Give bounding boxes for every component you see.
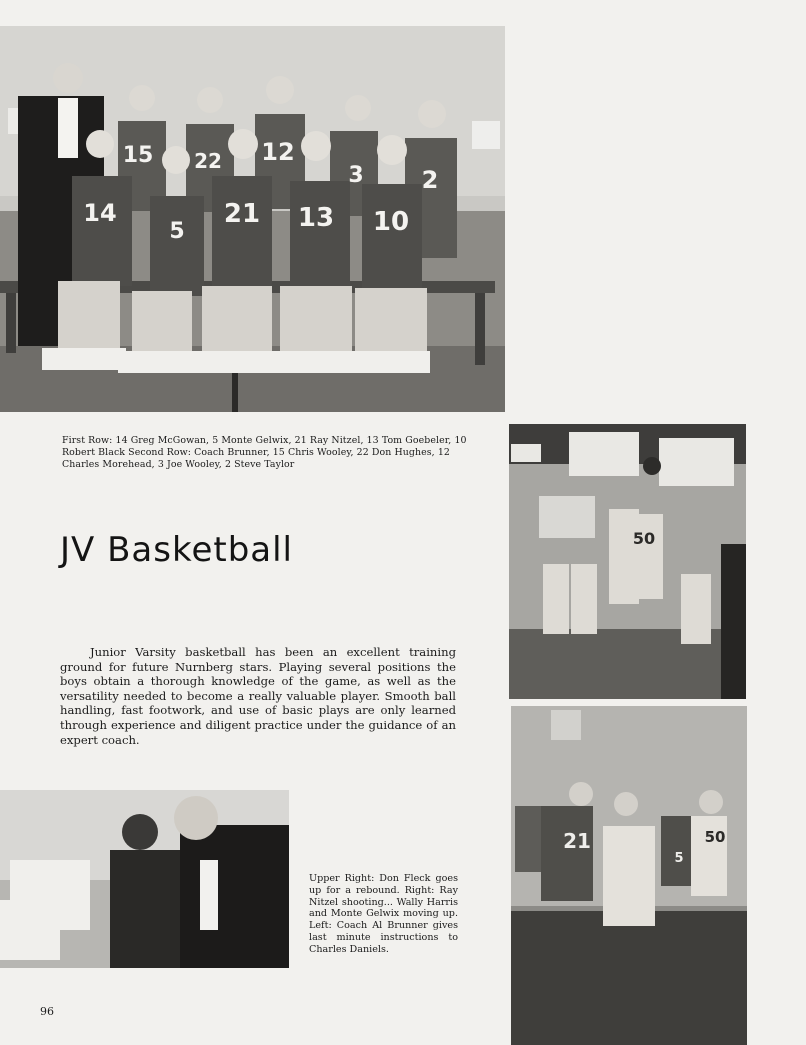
jersey-number: 3	[348, 163, 364, 188]
jersey-number: 5	[674, 851, 684, 866]
jersey-number: 14	[83, 199, 117, 227]
coach-photo	[0, 790, 289, 968]
page-number: 96	[40, 1005, 54, 1018]
jersey-number: 21	[223, 199, 261, 229]
page-title: JV Basketball	[60, 530, 294, 570]
jersey-number: 22	[194, 149, 222, 173]
jersey-number: 50	[704, 828, 726, 846]
coach-photo-graphic	[0, 790, 289, 968]
team-photo-graphic	[0, 26, 505, 412]
jersey-number: 5	[169, 219, 185, 244]
jersey-number: 50	[632, 529, 656, 548]
rebound-photo-graphic	[509, 424, 746, 699]
jersey-number: 2	[421, 166, 439, 194]
photo-caption: Upper Right: Don Fleck goes up for a rebound. Right: Ray Nitzel shooting... Wally Harris and Monte Gelwix moving up. Left: Coach Al Brunner gives last minute instructions to Charles Daniels.	[309, 873, 458, 955]
jersey-number: 13	[297, 203, 335, 233]
rebound-photo	[509, 424, 746, 699]
shooting-photo-graphic	[511, 706, 747, 1045]
article-body: Junior Varsity basketball has been an excellent training ground for future Nurnberg stars. Playing several positions the boys obtain a thorough knowledge of the game, as well as the versatility needed to become a really valuable player. Smooth ball handling, fast footwork, and use of basic plays are only learned through experience and diligent practice under the guidance of an expert coach.	[60, 645, 456, 747]
team-photo-caption: First Row: 14 Greg McGowan, 5 Monte Gelwix, 21 Ray Nitzel, 13 Tom Goebeler, 10 Robert Black Second Row: Coach Brunner, 15 Chris Wooley, 22 Don Hughes, 12 Charles Morehead, 3 Joe Wooley, 2 Steve Taylor	[62, 435, 467, 471]
shooting-photo	[511, 706, 747, 1045]
jersey-number: 12	[261, 138, 295, 166]
jersey-number: 15	[122, 143, 154, 168]
jersey-number: 10	[372, 207, 410, 237]
jersey-number: 21	[563, 829, 591, 853]
team-photo	[0, 26, 505, 412]
